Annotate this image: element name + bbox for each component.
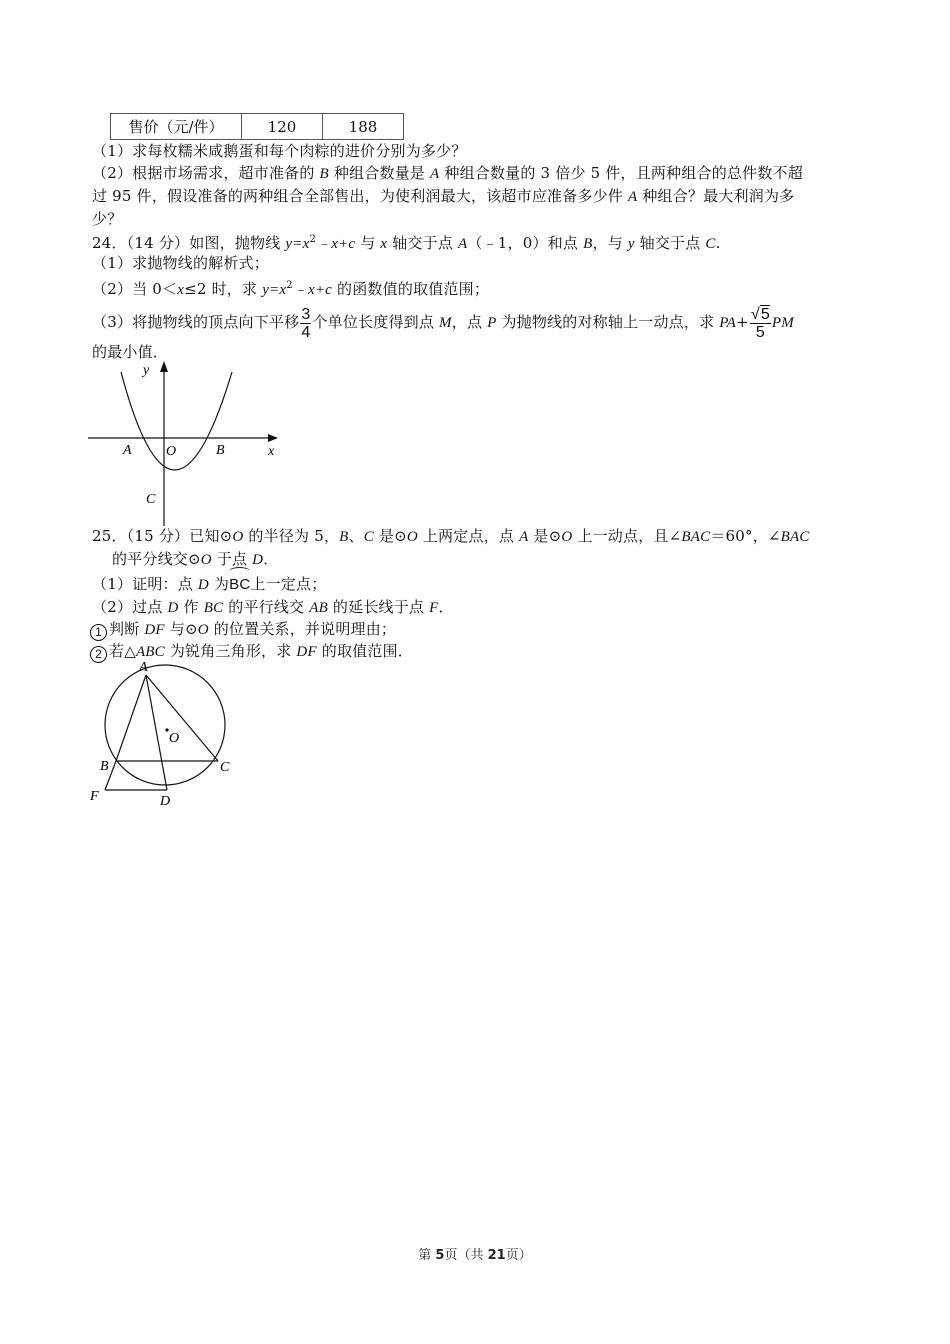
text: 若△ <box>109 642 136 660</box>
table-row <box>111 114 404 140</box>
var-D: D <box>197 577 209 593</box>
label-y: y <box>143 363 150 378</box>
q25-part1 <box>92 572 326 597</box>
table-row-label: 售价（元/件） <box>111 114 242 140</box>
var-A: A <box>430 166 440 182</box>
superscript: 2 <box>286 280 293 291</box>
q23-part2-line1 <box>92 161 803 186</box>
var-AB: AB <box>309 600 328 616</box>
text: 的平分线交⊙ <box>112 550 201 568</box>
var-PM: PM <box>771 315 794 331</box>
text: 于点 <box>211 550 253 568</box>
circled-number-1: 1 <box>90 624 107 641</box>
text: 种组合数量是 <box>328 164 431 182</box>
q24-part2 <box>92 274 489 302</box>
text: 为锐角三角形，求 <box>164 642 297 660</box>
text: 是⊙ <box>528 527 562 545</box>
q24-part3-line2: 的最小值． <box>92 343 169 361</box>
var-C: C <box>705 236 716 252</box>
text: 为抛物线的对称轴上一动点，求 <box>496 313 720 331</box>
var-A: A <box>458 236 468 252</box>
text: 个单位长度得到点 <box>312 313 440 331</box>
q25-header-line2 <box>112 547 278 572</box>
text: 上一动点，且∠ <box>572 527 682 545</box>
label-C: C <box>220 760 230 775</box>
text: 上两定点，点 <box>417 527 520 545</box>
q24-part3 <box>92 304 794 341</box>
label-x: x <box>268 444 275 459</box>
func: ﹣x+c <box>292 282 333 298</box>
var-O: O <box>200 552 212 568</box>
superscript: 2 <box>309 234 317 245</box>
text: （﹣1，0）和点 <box>467 234 584 252</box>
arc-BC: BC <box>229 573 250 597</box>
var-C: C <box>363 529 374 545</box>
var-D: D <box>252 552 264 568</box>
radicand: 5 <box>760 306 770 323</box>
fraction-3-4 <box>300 306 311 341</box>
text: 页） <box>505 1248 532 1263</box>
label-C: C <box>146 492 156 507</box>
circle-triangle-figure <box>85 655 245 815</box>
func: ﹣x+c <box>316 236 356 252</box>
text: 的位置关系，并说明理由； <box>208 620 397 638</box>
text: 轴交于点 <box>634 234 706 252</box>
text: 上一定点； <box>250 575 327 593</box>
text: 与 <box>355 234 381 252</box>
var-y: y <box>627 236 635 252</box>
func: y=x <box>285 236 310 252</box>
text: （2）当 0＜ <box>92 280 178 298</box>
text: 种组合？最大利润为多 <box>637 187 795 205</box>
var-x: x <box>380 236 388 252</box>
label-F: F <box>90 789 99 804</box>
text: 的取值范围． <box>316 642 413 660</box>
table-cell: 120 <box>242 114 323 140</box>
text: 过 95 件，假设准备的两种组合全部售出，为使利润最大，该超市应准备多少件 <box>92 187 628 205</box>
var-F: F <box>429 600 439 616</box>
var-O: O <box>561 529 573 545</box>
text: 轴交于点 <box>387 234 459 252</box>
text: 为 <box>208 575 230 593</box>
text: 第 <box>418 1248 436 1263</box>
var-PA: PA <box>719 315 737 331</box>
table-cell: 188 <box>323 114 404 140</box>
text: 的平行线交 <box>223 598 310 616</box>
text: ＝60°，∠ <box>710 527 781 545</box>
text: 是⊙ <box>373 527 407 545</box>
label-A: A <box>123 443 132 458</box>
text: （2）根据市场需求，超市准备的 <box>92 164 320 182</box>
page-footer <box>0 1244 950 1263</box>
var-B: B <box>319 166 329 182</box>
text: . <box>715 234 721 252</box>
text: ，与 <box>592 234 628 252</box>
fraction-sqrt5-5 <box>750 305 771 341</box>
var-A: A <box>519 529 529 545</box>
var-D: D <box>167 600 179 616</box>
text: （2）过点 <box>92 598 168 616</box>
var-x: x <box>177 282 185 298</box>
denominator: 5 <box>755 324 765 341</box>
label-B: B <box>100 759 109 774</box>
text: 的函数值的取值范围； <box>332 280 490 298</box>
total-pages: 21 <box>487 1248 506 1263</box>
text: + <box>736 313 749 331</box>
var-O: O <box>232 529 244 545</box>
var-DF: DF <box>144 622 165 638</box>
text: 、 <box>348 527 364 545</box>
var-B: B <box>339 529 349 545</box>
text: 25．（15 分）已知⊙ <box>92 527 233 545</box>
var-B: B <box>583 236 593 252</box>
numerator: 3 <box>301 305 311 323</box>
text: ． <box>438 598 454 616</box>
text: 与⊙ <box>164 620 198 638</box>
q23-part2-line3: 少？ <box>92 210 123 228</box>
label-D: D <box>160 794 171 809</box>
var-BAC: BAC <box>681 529 711 545</box>
text: 作 <box>178 598 204 616</box>
price-table <box>110 113 404 140</box>
text: 种组合数量的 3 倍少 5 件，且两种组合的总件数不超 <box>439 164 803 182</box>
var-BAC: BAC <box>780 529 810 545</box>
var-DF: DF <box>296 644 317 660</box>
q24-part1: （1）求抛物线的解析式； <box>92 254 269 272</box>
text: 判断 <box>109 620 145 638</box>
numerator: √5 <box>750 306 770 323</box>
parabola-figure <box>88 358 288 528</box>
var-ABC: ABC <box>135 644 165 660</box>
label-B: B <box>216 443 225 458</box>
text: ． <box>263 550 279 568</box>
var-O: O <box>197 622 209 638</box>
var-P: P <box>487 315 497 331</box>
text: （3）将抛物线的顶点向下平移 <box>92 313 300 331</box>
text: 的半径为 5， <box>243 527 340 545</box>
label-O: O <box>166 444 177 459</box>
text: 页（共 <box>444 1248 488 1263</box>
label-A: A <box>139 660 148 675</box>
var-BC: BC <box>203 600 224 616</box>
circled-number-2: 2 <box>90 646 107 663</box>
q23-part1: （1）求每枚糯米咸鹅蛋和每个肉粽的进价分别为多少？ <box>92 142 467 160</box>
text: 24．（14 分）如图，抛物线 <box>92 234 286 252</box>
text: ≤2 时，求 <box>184 280 263 298</box>
q25-header-line1 <box>92 524 810 549</box>
denominator: 4 <box>301 323 311 341</box>
var-A: A <box>628 189 638 205</box>
func: y=x <box>262 282 287 298</box>
text: ，点 <box>451 313 488 331</box>
page-number: 5 <box>435 1248 445 1263</box>
label-O: O <box>169 731 180 746</box>
var-O: O <box>406 529 418 545</box>
q23-part2-line2 <box>92 184 794 209</box>
text: 的延长线于点 <box>327 598 430 616</box>
var-M: M <box>439 315 452 331</box>
text: （1）证明：点 <box>92 575 198 593</box>
